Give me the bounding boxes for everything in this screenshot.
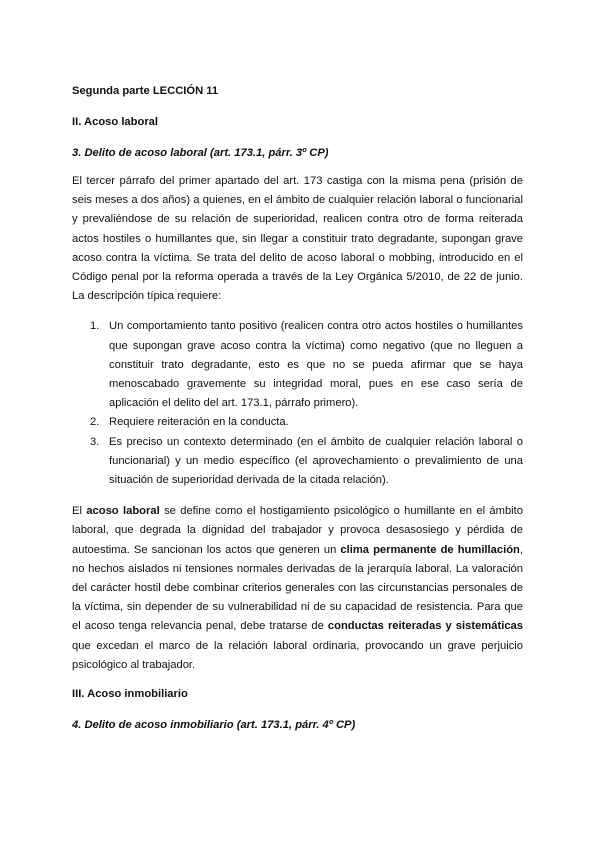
document-page xyxy=(72,84,523,732)
section-title: Segunda parte LECCIÓN 11 xyxy=(72,85,219,97)
bold-term-acoso-laboral: acoso laboral xyxy=(86,505,160,518)
list-item xyxy=(72,317,523,413)
bold-term-conductas: conductas reiteradas y sistemáticas xyxy=(327,620,523,633)
paragraph-definition xyxy=(72,502,523,675)
heading-delito-acoso-laboral: 3. Delito de acoso laboral (art. 173.1, párr. 3º CP) xyxy=(72,147,329,159)
list-number: 1. xyxy=(90,320,100,333)
list-number: 3. xyxy=(90,435,100,448)
list-item xyxy=(72,433,523,491)
text-run: que excedan el marco de la relación laboral ordinaria, provocando un grave perjuicio psicológico al trabajador. xyxy=(72,639,523,671)
text-run: , no hechos aislados ni tensiones normales derivadas de la jerarquía laboral. La valoración del carácter hostil debe combinar criterios generales con las circunstancias personales de la víctima, sin depender de su vulnerabilidad ni de su capacidad de resistencia. Para que el acoso tenga relevancia penal, debe tratarse de xyxy=(72,543,523,633)
heading-acoso-inmobiliario: III. Acoso inmobiliario xyxy=(72,688,188,701)
list-text: Requiere reiteración en la conducta. xyxy=(109,416,289,429)
list-text: Un comportamiento tanto positivo (realicen contra otro actos hostiles o humillantes que supongan grave acoso contra la víctima) como negativo (que no lleguen a constituir trato degradante, esto es que no se pueda afirmar que se haya menoscabado gravemente su integridad moral, pues en ese caso sería de aplicación el delito del art. 173.1, párrafo primero). xyxy=(109,320,523,410)
text-run: El xyxy=(72,505,87,518)
list-text: Es preciso un contexto determinado (en el ámbito de cualquier relación laboral o funcionarial) y un medio específico (el aprovechamiento o prevalimiento de una situación de superioridad derivada de la citada relación). xyxy=(109,435,523,487)
paragraph-intro: El tercer párrafo del primer apartado del art. 173 castiga con la misma pena (prisión de seis meses a dos años) a quienes, en el ámbito de cualquier relación laboral o funcionarial y prevaliéndose de su relación de superioridad, realicen contra otro de forma reiterada actos hostiles o humillantes que, sin llegar a constituir trato degradante, supongan grave acoso contra la víctima. Se trata del delito de acoso laboral o mobbing, introducido en el Código penal por la reforma operada a través de la Ley Orgánica 5/2010, de 22 de junio. La descripción típica requiere: xyxy=(72,175,523,303)
heading-delito-acoso-inmobiliario: 4. Delito de acoso inmobiliario (art. 173.1, párr. 4º CP) xyxy=(72,719,356,732)
bold-term-clima: clima permanente de humillación xyxy=(340,543,520,556)
list-item xyxy=(72,413,523,432)
requirements-list xyxy=(72,317,523,490)
heading-acoso-laboral: II. Acoso laboral xyxy=(72,116,158,128)
text-run: se define como el hostigamiento psicológico o humillante en el ámbito laboral, que degrada la dignidad del trabajador y provoca desasosiego y pérdida de autoestima. Se sancionan los actos que generen un xyxy=(72,505,523,556)
list-number: 2. xyxy=(90,416,100,429)
